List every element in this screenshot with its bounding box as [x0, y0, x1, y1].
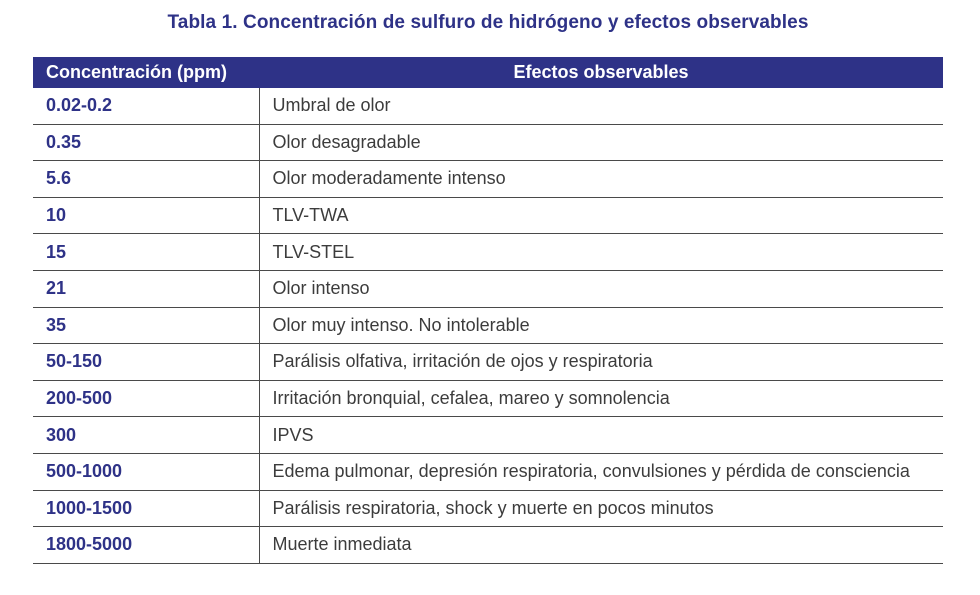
concentration-cell: 0.35	[33, 124, 259, 161]
column-header-effects: Efectos observables	[259, 57, 943, 88]
table-row	[33, 380, 943, 417]
concentration-cell: 500-1000	[33, 453, 259, 490]
table-row	[33, 124, 943, 161]
effect-cell: Umbral de olor	[259, 88, 943, 124]
effect-cell: IPVS	[259, 417, 943, 454]
effect-cell: Olor muy intenso. No intolerable	[259, 307, 943, 344]
table-row	[33, 197, 943, 234]
table-row	[33, 490, 943, 527]
concentration-cell: 0.02-0.2	[33, 88, 259, 124]
concentration-cell: 300	[33, 417, 259, 454]
table-row	[33, 453, 943, 490]
table-row	[33, 417, 943, 454]
table-row	[33, 270, 943, 307]
effect-cell: Olor intenso	[259, 270, 943, 307]
concentration-cell: 50-150	[33, 344, 259, 381]
concentration-cell: 10	[33, 197, 259, 234]
effect-cell: TLV-TWA	[259, 197, 943, 234]
effect-cell: Parálisis respiratoria, shock y muerte en pocos minutos	[259, 490, 943, 527]
concentration-cell: 1000-1500	[33, 490, 259, 527]
concentration-cell: 21	[33, 270, 259, 307]
effect-cell: Edema pulmonar, depresión respiratoria, convulsiones y pérdida de consciencia	[259, 453, 943, 490]
concentration-cell: 5.6	[33, 161, 259, 198]
table-row	[33, 344, 943, 381]
effect-cell: TLV-STEL	[259, 234, 943, 271]
effect-cell: Muerte inmediata	[259, 527, 943, 564]
concentration-cell: 35	[33, 307, 259, 344]
column-header-concentration: Concentración (ppm)	[33, 57, 259, 88]
concentration-cell: 15	[33, 234, 259, 271]
concentration-cell: 1800-5000	[33, 527, 259, 564]
table-row	[33, 88, 943, 124]
table-header-row	[33, 57, 943, 88]
effect-cell: Olor desagradable	[259, 124, 943, 161]
table-caption: Tabla 1. Concentración de sulfuro de hidrógeno y efectos observables	[167, 12, 809, 33]
table-row	[33, 307, 943, 344]
concentration-cell: 200-500	[33, 380, 259, 417]
effect-cell: Olor moderadamente intenso	[259, 161, 943, 198]
effect-cell: Parálisis olfativa, irritación de ojos y respiratoria	[259, 344, 943, 381]
table-row	[33, 527, 943, 564]
h2s-effects-table	[33, 57, 943, 564]
table-row	[33, 234, 943, 271]
effect-cell: Irritación bronquial, cefalea, mareo y somnolencia	[259, 380, 943, 417]
table-row	[33, 161, 943, 198]
